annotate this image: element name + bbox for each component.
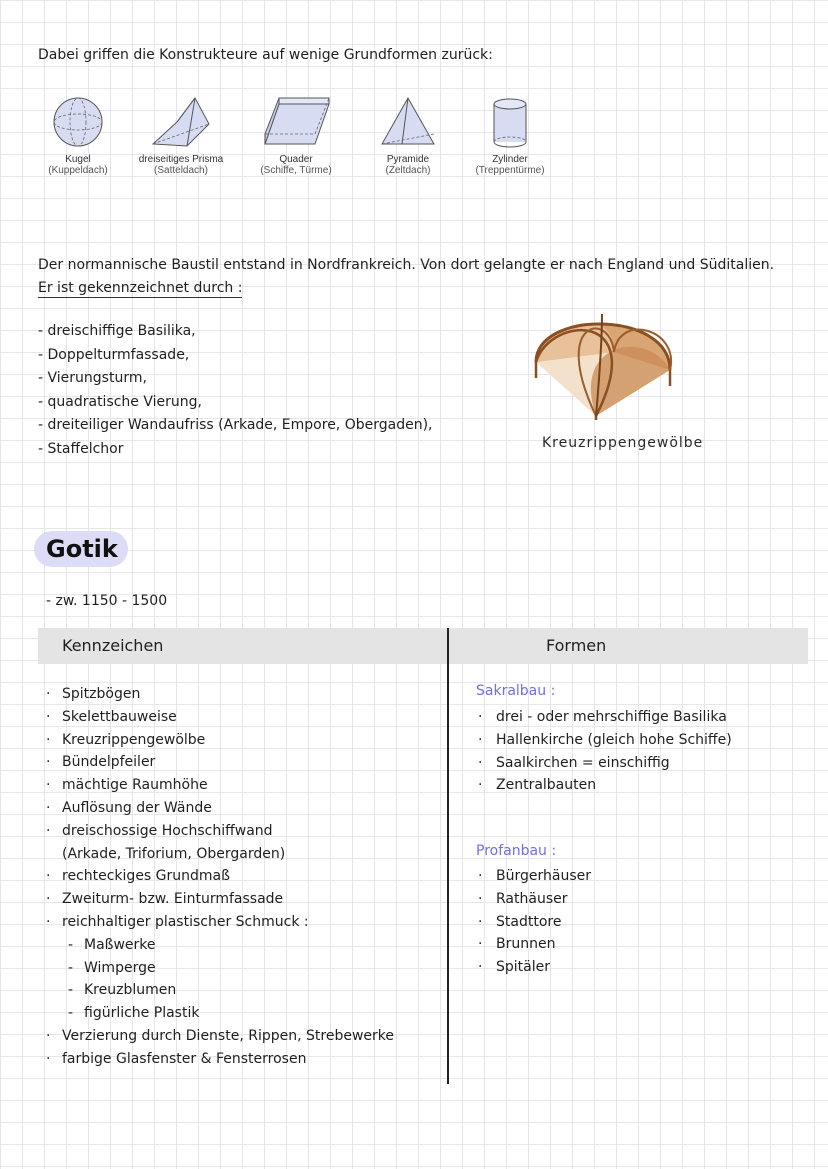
shape-cuboid: [254, 94, 338, 176]
prism-icon: [149, 94, 213, 150]
list-item: - quadratische Vierung,: [38, 393, 202, 410]
shape-sub: (Schiffe, Türme): [260, 165, 332, 176]
intro-text: Dabei griffen die Konstrukteure auf wenige Grundformen zurück:: [38, 47, 493, 63]
list-item: · Kreuzrippengewölbe: [46, 729, 394, 752]
bullet: ·: [46, 868, 51, 885]
bullet: ·: [46, 1050, 51, 1067]
list-item: - Kreuzblumen: [46, 979, 394, 1002]
bullet: ·: [478, 731, 483, 748]
column-header-kennzeichen: Kennzeichen: [62, 636, 164, 655]
list-item: · Hallenkirche (gleich hohe Schiffe): [478, 729, 732, 752]
dash: -: [68, 936, 74, 953]
list-item: · dreischossige Hochschiffwand: [46, 820, 394, 843]
normannisch-line-2: Er ist gekennzeichnet durch :: [38, 280, 243, 296]
gotik-date: - zw. 1150 - 1500: [46, 593, 168, 609]
cylinder-icon: [488, 94, 532, 150]
list-item: · Skelettbauweise: [46, 706, 394, 729]
bullet: ·: [478, 890, 483, 907]
list-item: - dreiteiliger Wandaufriss (Arkade, Empore, Obergaden),: [38, 417, 433, 433]
shape-sphere: [38, 94, 118, 176]
gotik-title: Gotik: [46, 535, 118, 563]
bullet: ·: [478, 709, 483, 725]
list-item: · Brunnen: [478, 933, 591, 956]
bullet: ·: [46, 913, 51, 930]
bullet: ·: [46, 731, 51, 748]
normannisch-line-1: Der normannische Baustil entstand in Nordfrankreich. Von dort gelangte er nach England und Süditalien.: [38, 257, 775, 273]
column-header-formen: Formen: [546, 636, 607, 655]
bullet: ·: [46, 891, 51, 908]
bullet: ·: [46, 822, 51, 839]
list-item: · drei - oder mehrschiffige Basilika: [478, 706, 732, 729]
list-item: · Zweiturm- bzw. Einturmfassade: [46, 888, 394, 911]
bullet: ·: [46, 1027, 51, 1044]
shape-name: Pyramide: [386, 154, 430, 165]
bullet: ·: [478, 868, 483, 884]
sakralbau-title: Sakralbau :: [476, 683, 556, 699]
pyramid-icon: [378, 94, 438, 150]
shape-name: dreiseitiges Prisma: [138, 154, 224, 165]
list-item: · Saalkirchen = einschiffig: [478, 752, 732, 775]
dash: -: [68, 959, 74, 976]
list-item: - dreischiffige Basilika,: [38, 323, 196, 339]
profanbau-list: [478, 865, 591, 979]
list-item: - Doppelturmfassade,: [38, 346, 190, 363]
normannisch-list: [38, 320, 432, 461]
list-item: - Staffelchor: [38, 440, 124, 457]
list-item: · Bündelpfeiler: [46, 751, 394, 774]
bullet: ·: [478, 754, 483, 771]
dash: -: [68, 1005, 74, 1022]
shape-sub: (Satteldach): [154, 165, 208, 176]
rib-vault-illustration: [530, 300, 680, 420]
list-item: · Verzierung durch Dienste, Rippen, Strebewerke: [46, 1025, 394, 1048]
shape-prism: [128, 94, 234, 176]
bullet: ·: [478, 777, 483, 794]
list-item: · Auflösung der Wände: [46, 797, 394, 820]
bullet: ·: [46, 708, 51, 725]
shape-cylinder: [468, 94, 552, 176]
sphere-icon: [51, 94, 105, 150]
bullet: ·: [46, 686, 51, 702]
shape-name: Kugel: [65, 154, 91, 165]
list-item: · Zentralbauten: [478, 774, 732, 797]
dash: -: [68, 982, 74, 999]
shape-sub: (Kuppeldach): [48, 165, 108, 176]
kennzeichen-list: [46, 683, 394, 1071]
list-item: · mächtige Raumhöhe: [46, 774, 394, 797]
sakralbau-list: [478, 706, 732, 797]
list-item: · farbige Glasfenster & Fensterrosen: [46, 1048, 394, 1071]
list-item: - Maßwerke: [46, 934, 394, 957]
list-item: · Spitäler: [478, 956, 591, 979]
list-item: · Spitzbögen: [46, 683, 394, 706]
shape-pyramid: [370, 94, 446, 176]
bullet: ·: [46, 754, 51, 771]
list-item: · reichhaltiger plastischer Schmuck :: [46, 911, 394, 934]
cuboid-icon: [259, 94, 333, 150]
bullet: ·: [46, 799, 51, 816]
bullet: ·: [478, 913, 483, 930]
shape-name: Zylinder: [492, 154, 528, 165]
list-item: · Bürgerhäuser: [478, 865, 591, 888]
bullet: ·: [46, 777, 51, 794]
list-item: - Vierungsturm,: [38, 370, 147, 386]
shape-sub: (Treppentürme): [475, 165, 545, 176]
list-item: (Arkade, Triforium, Obergarden): [62, 845, 286, 862]
list-item: - figürliche Plastik: [46, 1002, 394, 1025]
shape-name: Quader: [279, 154, 313, 165]
shape-sub: (Zeltdach): [385, 165, 431, 176]
bullet: ·: [478, 936, 483, 953]
profanbau-title: Profanbau :: [476, 843, 557, 859]
list-item: - Wimperge: [46, 957, 394, 980]
vault-caption: Kreuzrippengewölbe: [542, 435, 704, 451]
list-item: · Rathäuser: [478, 888, 591, 911]
column-divider: [447, 628, 449, 1084]
normannisch-paragraph: [38, 254, 808, 300]
list-item: · Stadttore: [478, 911, 591, 934]
list-item: · rechteckiges Grundmaß: [46, 865, 394, 888]
bullet: ·: [478, 959, 483, 976]
